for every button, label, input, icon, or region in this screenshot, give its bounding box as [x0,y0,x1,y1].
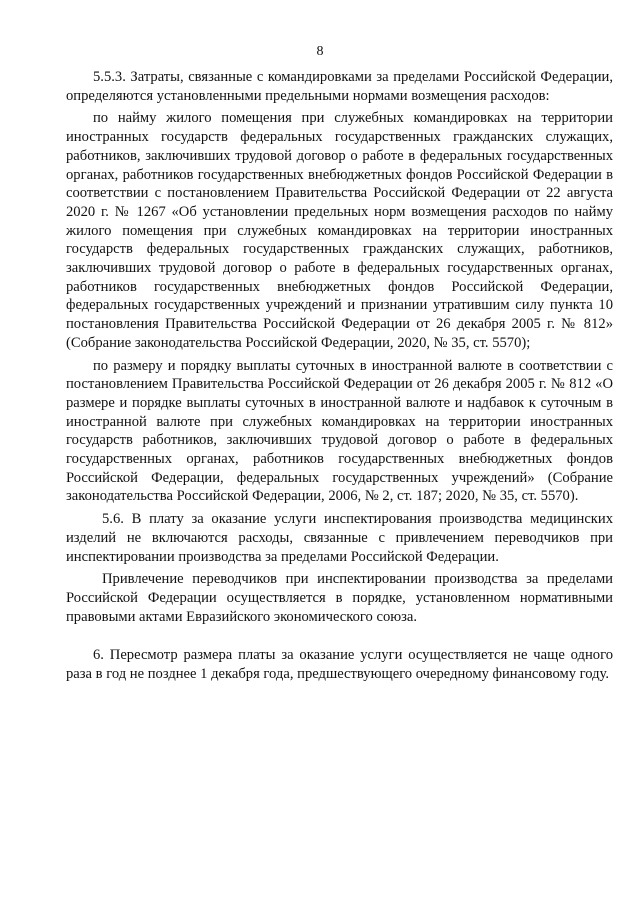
page-number: 8 [316,44,324,59]
paragraph-translators: Привлечение переводчиков при инспектировании производства за пределами Российской Федерации осуществляется в порядке, установленном нормативными правовыми актами Евразийского экономического союза. [66,571,613,625]
document-body [66,68,613,684]
paragraph-5-6: 5.6. В плату за оказание услуги инспектирования производства медицинских изделий не включаются расходы, связанные с привлечением переводчиков при инспектировании производства за пределами Российской Федерации. [66,511,613,565]
paragraph-6: 6. Пересмотр размера платы за оказание услуги осуществляется не чаще одного раза в год не позднее 1 декабря года, предшествующего очередному финансовому году. [66,647,613,683]
paragraph-5-5-3: 5.5.3. Затраты, связанные с командировками за пределами Российской Федерации, определяются установленными предельными нормами возмещения расходов: [66,69,613,104]
paragraph-housing-expenses: по найму жилого помещения при служебных командировках на территории иностранных государств федеральных государственных гражданских служащих, работников, заключивших трудовой договор о работе в федеральных государственных органах, работников государственных внебюджетных фондов Российской Федерации в соответствии с постановлением Правительства Российской Федерации от 22 августа 2020 г. № 1267 «Об установлении предельных норм возмещения расходов по найму жилого помещения при служебных командировках на территории иностранных государств федеральных государственных гражданских служащих, работников, заключивших трудовой договор о работе в федеральных государственных органах, работников государственных внебюджетных фондов Российской Федерации, федеральных государственных учреждений и признании утратившим силу пункта 10 постановления Правительства Российской Федерации от 26 декабря 2005 г. № 812» (Собрание законодательства Российской Федерации, 2020, № 35, ст. 5570); [66,110,613,351]
paragraph-daily-allowance: по размеру и порядку выплаты суточных в иностранной валюте в соответствии с постановлением Правительства Российской Федерации от 26 декабря 2005 г. № 812 «О размере и порядке выплаты суточных в иностранной валюте и надбавок к суточным в иностранной валюте при служебных командировках на территории иностранных государств работников, заключивших трудовой договор о работе в федеральных государственных органах, работников государственных внебюджетных фондов Российской Федерации, федеральных государственных учреждений» (Собрание законодательства Российской Федерации, 2006, № 2, ст. 187; 2020, № 35, ст. 5570). [66,357,613,505]
